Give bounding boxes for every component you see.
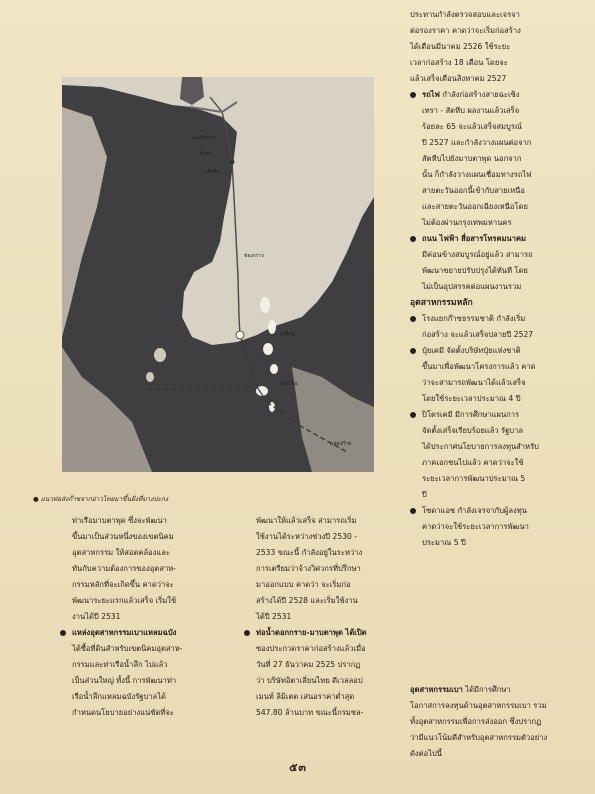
text-line: ทันกับความต้องการของอุตสาห-	[72, 564, 176, 573]
middle-column	[244, 513, 404, 721]
text-line: ว่า บริษัทอิตาเลี่ยนไทย ดีเวลลอป	[256, 676, 363, 685]
text-line: มีค่อนข้างสมบูรณ์อยู่แล้ว สามารถ	[422, 250, 533, 259]
bullet-icon	[410, 236, 416, 242]
text-line: ต่อรองราคา คาดว่าจะเริ่มก่อสร้าง	[410, 26, 521, 35]
text-line: โรงแยกก๊าซธรรมชาติ กำลังเริ่ม	[422, 314, 526, 323]
map-caption: ● แนวท่อส่งก๊าซจากอ่าวไทยมาขึ้นฝั่งที่บางปะกง	[33, 495, 169, 503]
text-line: ปี 2527 และกำลังวางแผนต่อจาก	[422, 138, 532, 147]
bullet-heading: รถไฟ	[422, 90, 440, 99]
text-line: เวลาก่อสร้าง 18 เดือน โดยจะ	[410, 58, 508, 67]
text-line: พัฒนาให้แล้วเสร็จ สามารถเริ่ม	[256, 516, 357, 525]
text-line: เรือน้ำลึกแหลมฉบังรัฐบาลได้	[72, 692, 166, 701]
map-illustration	[62, 77, 374, 472]
bullet-icon	[60, 630, 66, 636]
text-line: และสายตะวันออกเฉียงเหนือโดย	[422, 202, 528, 211]
text-line: ได้เดือนมีนาคม 2526 ใช้ระยะ	[410, 42, 511, 51]
page-number: ๕๓	[289, 761, 307, 774]
bullet-water-pipeline	[244, 625, 404, 721]
text-line: ท่าเรือมาบตาพุด ซึ่งจะพัฒนา	[72, 516, 167, 525]
text-line: กรรมหลักที่จะเกิดขึ้น คาดว่าจะ	[72, 580, 174, 589]
text-line: ระยะเวลาการพัฒนาประมาณ 5	[422, 474, 526, 483]
text-line: ว่าจะสามารถพัฒนาได้แล้วเสร็จ	[422, 378, 526, 387]
text-line: ประมาณ 5 ปี	[422, 538, 466, 547]
map-label-sattahip: สัตหีบ	[207, 169, 220, 175]
text-line: ซองประกวดราคาก่อสร้างแล้วเมื่อ	[256, 644, 366, 653]
text-line: พัฒนาขยายปรับปรุงได้ทันที โดย	[422, 266, 528, 275]
bullet-icon	[410, 508, 416, 514]
text-line: โซดาแอช กำลังเจรจากับผู้ลงทุน	[422, 506, 527, 515]
text-line: 547.80 ล้านบาท ขณะนี้กรมชล-	[256, 708, 364, 717]
section-heading-light-industry: อุตสาหกรรมเบา	[410, 685, 463, 694]
bullet-laem-chabang	[60, 625, 230, 721]
text-line: 2533 ขณะนี้ กำลังอยู่ในระหว่าง	[256, 548, 363, 557]
text-line: ก่อสร้าง จะแล้วเสร็จปลายปี 2527	[422, 330, 534, 339]
text-line: ปิโตรเคมี มีการศึกษาแผนการ	[422, 410, 520, 419]
text-line: งานได้ปี 2531	[72, 612, 121, 621]
pipeline-map	[62, 77, 374, 472]
bullet-road	[410, 231, 585, 295]
section-heading-heavy-industry: อุตสาหกรรมหลัก	[410, 298, 473, 308]
text-line: ว่ามีแนวโน้มดีสำหรับอุตสาหกรรมตัวอย่าง	[410, 733, 548, 742]
bullet-icon	[410, 412, 416, 418]
map-label-gas-field: แหล่งก๊าซ	[330, 441, 352, 447]
text-line: ประทานกำลังตรวจสอบและเจรจา	[410, 10, 520, 19]
text-line: โดยใช้ระยะเวลาประมาณ 4 ปี	[422, 394, 521, 403]
text-line: แล้วเสร็จเดือนสิงหาคม 2527	[410, 74, 507, 83]
map-label-chachoengsao: ฉะเชิงเทรา	[192, 135, 217, 141]
map-label-phumuean: ภูเมือน	[280, 331, 295, 337]
text-line: ไม่ต้องผ่านกรุงเทพมหานคร	[422, 218, 512, 227]
bullet-heading: ท่อน้ำดอกกราย-มาบตาพุด ได้เปิด	[256, 628, 367, 637]
bullet-icon	[410, 316, 416, 322]
text-line: ขึ้นมาเป็นส่วนหนึ่งของเขตนิคม	[72, 532, 174, 541]
text-line: ได้ประกาศนโยบายการลงทุนสำหรับ	[422, 442, 539, 451]
text-line: เมนท์ ลิมิเตด เสนอราคาต่ำสุด	[256, 692, 355, 701]
text-line: สร้างได้ปี 2528 และเริ่มใช้งาน	[256, 596, 358, 605]
text-line: พัฒนาระยะแรกแล้วเสร็จ เริ่มใช้	[72, 596, 177, 605]
text-line: สัตหีบไปยังมาบตาพุด นอกจาก	[422, 154, 522, 163]
text-line: โอกาสการลงทุนด้านอุตสาหกรรมเบา รวม	[410, 701, 547, 710]
text-line: ภาคเอกชนไปแล้ว คาดว่าจะใช้	[422, 458, 524, 467]
bullet-heading: ถนน ไฟฟ้า สื่อสารโทรคมนาคม	[422, 234, 527, 243]
text-line: ดังต่อไปนี้	[410, 749, 442, 758]
text-line: ได้ซื้อที่ดินสำหรับเขตนิคมอุตสาห-	[72, 644, 183, 653]
bullet-icon	[410, 348, 416, 354]
text-line: ปี	[422, 490, 427, 499]
bullet-icon	[410, 92, 416, 98]
map-label-chongkrang: ช่องกร่าง	[244, 253, 264, 259]
text-line: ร้อยละ 65 จะแล้วเสร็จสมบูรณ์	[422, 122, 522, 131]
text-line: ได้ปี 2531	[256, 612, 292, 621]
text-line: มาออกแบบ คาดว่า จะเริ่มก่อ	[256, 580, 351, 589]
bullet-fertilizer	[410, 343, 585, 407]
bullet-rail	[410, 87, 585, 231]
left-column	[60, 513, 230, 721]
text-line: ไม่เป็นอุปสรรคต่อแผนงานรวม	[422, 282, 522, 291]
bullet-heading: แหล่งอุตสาหกรรมเบาแหลมฉบัง	[72, 628, 177, 637]
text-line: กำหนดนโยบายอย่างแน่ชัดที่จะ	[72, 708, 174, 717]
text-line: กำลังก่อสร้างสายฉะเชิง	[439, 90, 520, 99]
text-line: การเตรียมว่าจ้างวิศวกรที่ปรึกษา	[256, 564, 361, 573]
text-line: เป็นส่วนใหญ่ ทั้งนี้ การพัฒนาท่า	[72, 676, 177, 685]
text-line: คาดว่าจะใช้ระยะเวลาการพัฒนา	[422, 522, 529, 531]
text-line: วันที่ 27 ธันวาคม 2525 ปรากฏ	[256, 660, 361, 669]
bullet-icon	[244, 630, 250, 636]
text-line: ทั้งอุตสาหกรรมเพื่อการส่งออก ซึ่งปรากฏ	[410, 717, 542, 726]
right-column	[410, 7, 585, 551]
text-line: สายตะวันออกนี้เข้ากับสายเหนือ	[422, 186, 525, 195]
map-label-erawan: เอราวัณ	[280, 381, 298, 387]
text-line: ปุ๋ยเคมี จัดตั้งบริษัทปุ๋ยแห่งชาติ	[422, 346, 521, 355]
bullet-petrochemical	[410, 407, 585, 503]
map-label-pattaya: พัทยา	[200, 151, 213, 157]
text-line: ใช้งานได้ระหว่างช่วงปี 2530 -	[256, 532, 358, 541]
light-industry-block	[410, 682, 588, 762]
text-line: เทรา - สัตหีบ ผลงานแล้วเสร็จ	[422, 106, 520, 115]
text-line: ได้มีการศึกษา	[462, 685, 511, 694]
text-line: กรรมและท่าเรือน้ำลึก ไปแล้ว	[72, 660, 168, 669]
bullet-gas-separation	[410, 311, 585, 343]
text-line: นั้น ก็กำลังวางแผนเชื่อมทางรถไฟ	[422, 170, 532, 179]
text-line: อุตสาหกรรม ให้สอดคล้องและ	[72, 548, 171, 557]
bullet-soda-ash	[410, 503, 585, 551]
text-line: ขึ้นมาเพื่อพัฒนาโครงการแล้ว คาด	[422, 362, 536, 371]
text-line: จัดตั้งเสร็จเรียบร้อยแล้ว รัฐบาล	[422, 426, 524, 435]
